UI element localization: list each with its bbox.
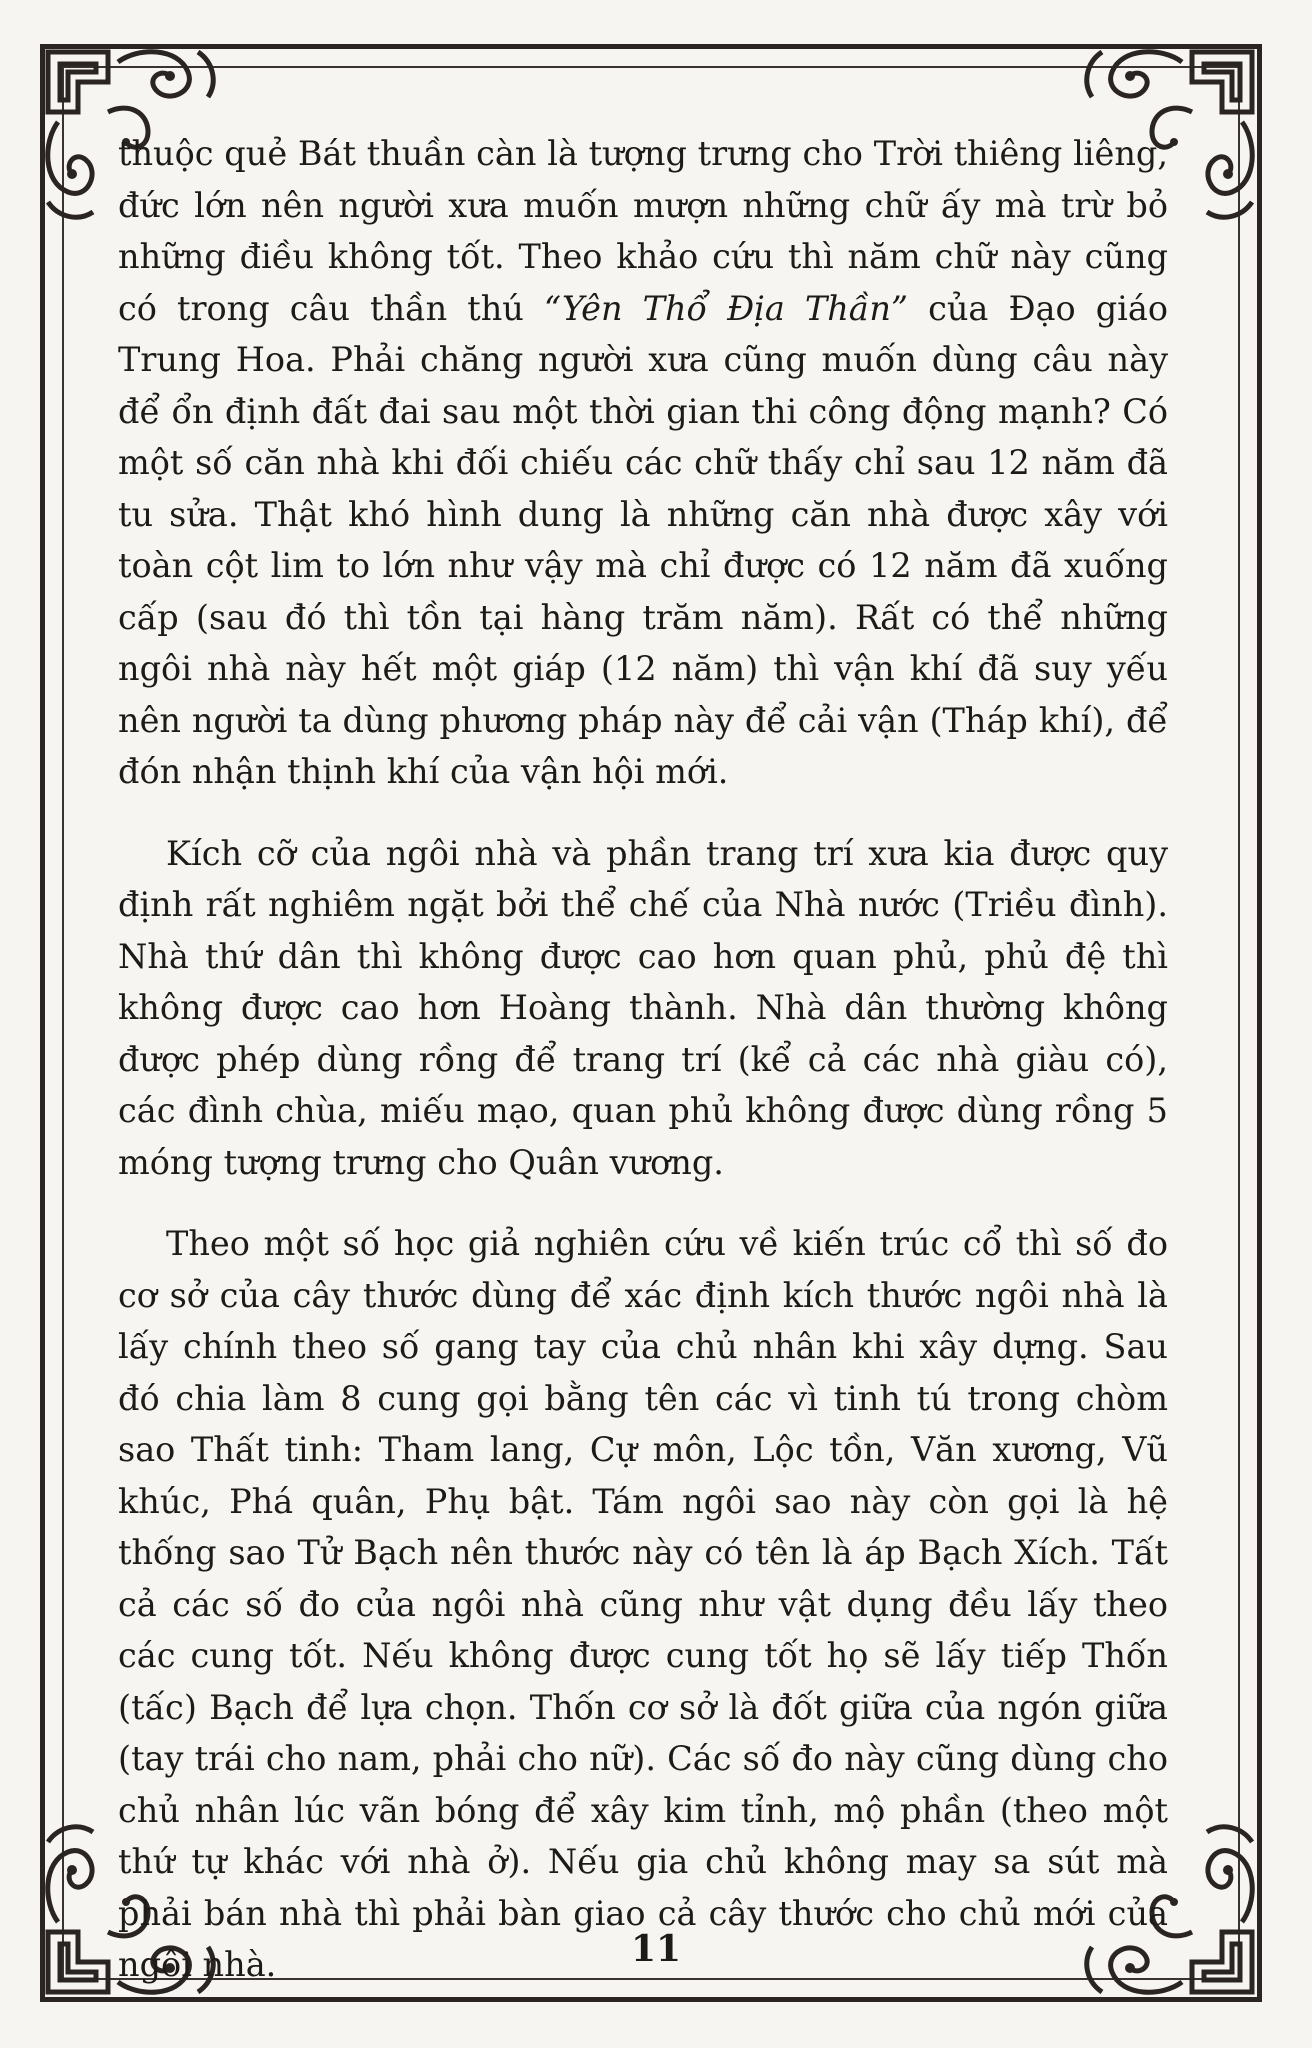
paragraph: Theo một số học giả nghiên cứu về kiến trúc cổ thì số đo cơ sở của cây thước dùng để xác định kích thước ngôi nhà là lấy chính theo số gang tay của chủ nhân khi xây dựng. Sau đó chia làm 8 cung gọi bằng tên các vì tinh tú trong chòm sao Thất tinh: Tham lang, Cự môn, Lộc tồn, Văn xương, Vũ khúc, Phá quân, Phụ bật. Tám ngôi sao này còn gọi là hệ thống sao Tử Bạch nên thước này có tên là áp Bạch Xích. Tất cả các số đo của ngôi nhà cũng như vật dụng đều lấy theo các cung tốt. Nếu không được cung tốt họ sẽ lấy tiếp Thốn (tấc) Bạch để lựa chọn. Thốn cơ sở là đốt giữa của ngón giữa (tay trái cho nam, phải cho nữ). Các số đo này cũng dùng cho chủ nhân lúc vãn bóng để xây kim tỉnh, mộ phần (theo một thứ tự khác với nhà ở). Nếu gia chủ không may sa sút mà phải bán nhà thì phải bàn giao cả cây thước cho chủ mới của ngôi nhà.: [118, 1224, 1168, 1984]
emphasized-title: “Yên Thổ Địa Thần”: [543, 288, 909, 328]
paragraph-text: thuộc quẻ Bát thuần càn là tượng trưng cho Trời thiêng liêng, đức lớn nên người xưa muốn mượn những chữ ấy mà trừ bỏ những điều không tốt. Theo khảo cứu thì năm chữ này cũng có trong câu thần thú: [118, 134, 1168, 328]
body-text: [118, 128, 1168, 2021]
paragraph: [118, 128, 1168, 798]
paragraph: Kích cỡ của ngôi nhà và phần trang trí xưa kia được quy định rất nghiêm ngặt bởi thể chế của Nhà nước (Triều đình). Nhà thứ dân thì không được cao hơn quan phủ, phủ đệ thì không được cao hơn Hoàng thành. Nhà dân thường không được phép dùng rồng để trang trí (kể cả các nhà giàu có), các đình chùa, miếu mạo, quan phủ không được dùng rồng 5 móng tượng trưng cho Quân vương.: [118, 833, 1168, 1182]
page-number: 11: [630, 1928, 682, 1970]
paragraph-text: của Đạo giáo Trung Hoa. Phải chăng người xưa cũng muốn dùng câu này để ổn định đất đai sau một thời gian thi công động mạnh? Có một số căn nhà khi đối chiếu các chữ thấy chỉ sau 12 năm đã tu sửa. Thật khó hình dung là những căn nhà được xây với toàn cột lim to lớn như vậy mà chỉ được có 12 năm đã xuống cấp (sau đó thì tồn tại hàng trăm năm). Rất có thể những ngôi nhà này hết một giáp (12 năm) thì vận khí đã suy yếu nên người ta dùng phương pháp này để cải vận (Tháp khí), để đón nhận thịnh khí của vận hội mới.: [118, 288, 1168, 791]
